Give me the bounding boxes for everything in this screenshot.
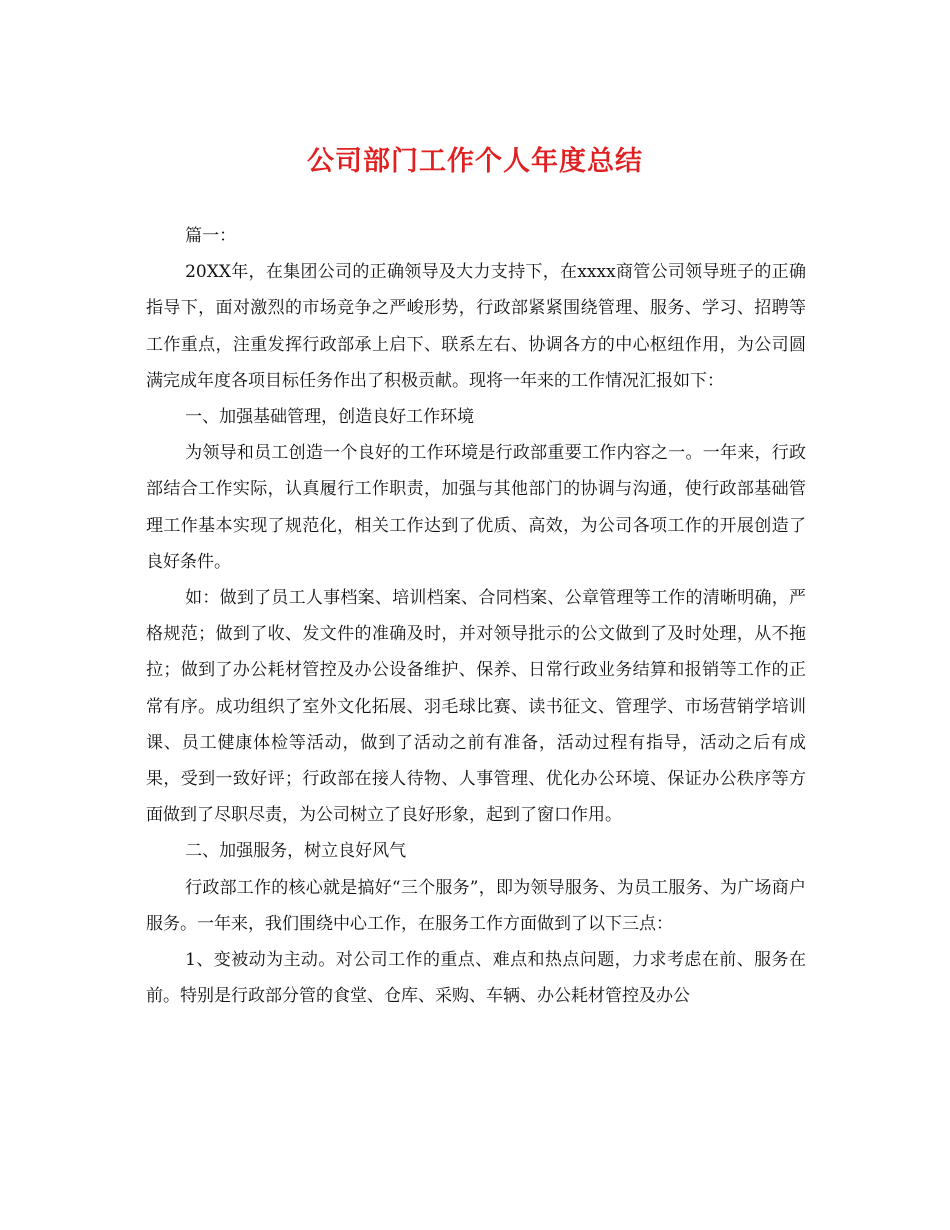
paragraph-overview: 20XX年，在集团公司的正确领导及大力支持下，在xxxx商管公司领导班子的正确指导下，面对激烈的市场竞争之严峻形势，行政部紧紧围绕管理、服务、学习、招聘等工作重点，注重发挥行政部承上启下、联系左右、协调各方的中心枢纽作用，为公司圆满完成年度各项目标任务作出了积极贡献。现将一年来的工作情况汇报如下： bbox=[146, 262, 806, 391]
section-heading-1: 一、加强基础管理，创造良好工作环境 bbox=[185, 407, 475, 428]
section-heading-2: 二、加强服务，树立良好风气 bbox=[185, 841, 407, 862]
paragraph-section-2: 行政部工作的核心就是搞好“三个服务”，即为领导服务、为员工服务、为广场商户服务。一年来，我们围绕中心工作，在服务工作方面做到了以下三点： bbox=[146, 877, 806, 934]
paragraph-point-1: 1、变被动为主动。对公司工作的重点、难点和热点问题，力求考虑在前、服务在前。特别是行政部分管的食堂、仓库、采购、车辆、办公耗材管控及办公 bbox=[146, 950, 806, 1007]
paragraph-section-1: 为领导和员工创造一个良好的工作环境是行政部重要工作内容之一。一年来，行政部结合工作实际，认真履行工作职责，加强与其他部门的协调与沟通，使行政部基础管理工作基本实现了规范化，相关工作达到了优质、高效，为公司各项工作的开展创造了良好条件。 bbox=[146, 443, 806, 572]
paragraph-intro-label: 篇一： bbox=[185, 226, 237, 246]
document-body bbox=[146, 218, 806, 1014]
paragraph-examples: 如：做到了员工人事档案、培训档案、合同档案、公章管理等工作的清晰明确，严格规范；做到了收、发文件的准确及时，并对领导批示的公文做到了及时处理，从不拖拉；做到了办公耗材管控及办公设备维护、保养、日常行政业务结算和报销等工作的正常有序。成功组织了室外文化拓展、羽毛球比赛、读书征文、管理学、市场营销学培训课、员工健康体检等活动，做到了活动之前有准备，活动过程有指导，活动之后有成果，受到一致好评；行政部在接人待物、人事管理、优化办公环境、保证办公秩序等方面做到了尽职尽责，为公司树立了良好形象，起到了窗口作用。 bbox=[146, 588, 806, 826]
document-title: 公司部门工作个人年度总结 bbox=[307, 146, 643, 177]
